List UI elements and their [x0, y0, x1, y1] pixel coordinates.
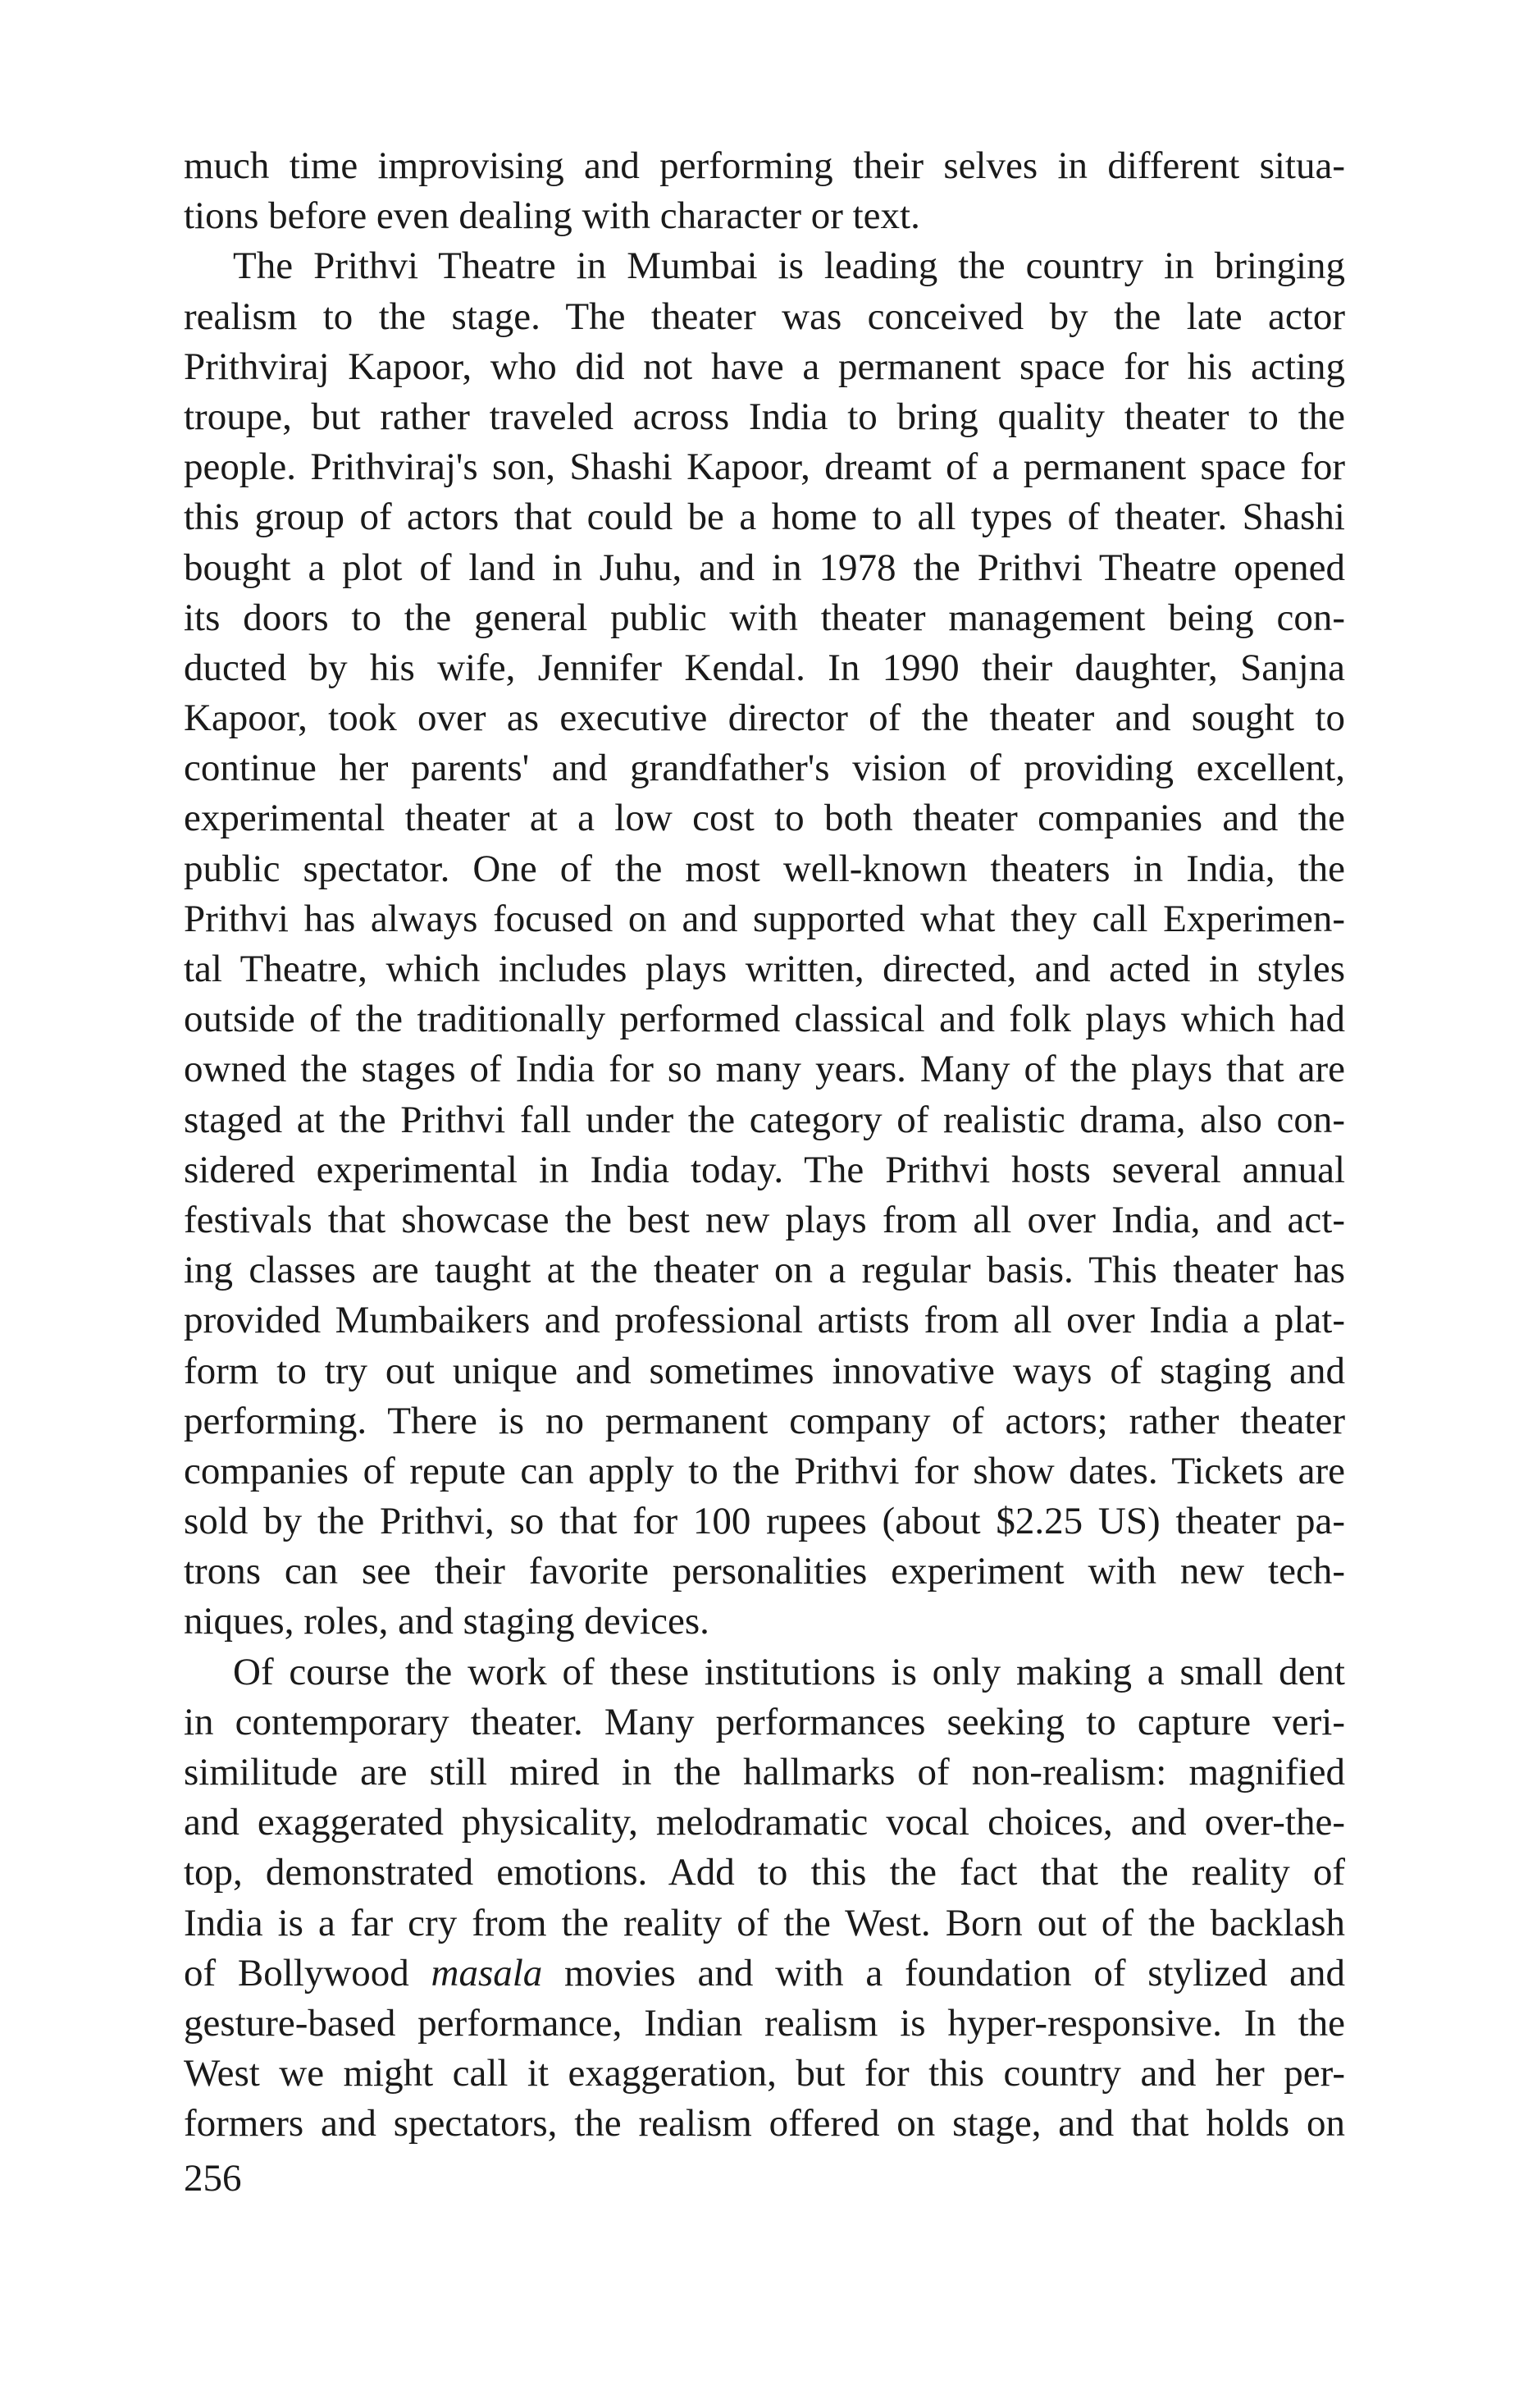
page-number: 256 — [184, 2157, 242, 2200]
text-line: of Bollywood masala movies and with a foundation of stylized and — [184, 1951, 1345, 1994]
text-line: ducted by his wife, Jennifer Kendal. In 1990 their daughter, Sanjna — [184, 646, 1345, 689]
text-line: owned the stages of India for so many years. Many of the plays that are — [184, 1048, 1345, 1091]
text-line: formers and spectators, the realism offered on stage, and that holds on — [184, 2102, 1345, 2145]
text-line: experimental theater at a low cost to both theater companies and the — [184, 797, 1345, 840]
text-line: festivals that showcase the best new plays from all over India, and act- — [184, 1198, 1345, 1241]
text-line: its doors to the general public with theater management being con- — [184, 596, 1345, 639]
text-line: sold by the Prithvi, so that for 100 rupees (about $2.25 US) theater pa- — [184, 1500, 1345, 1543]
text-line: and exaggerated physicality, melodramatic vocal choices, and over-the- — [184, 1801, 1345, 1844]
text-line: realism to the stage. The theater was conceived by the late actor — [184, 295, 1345, 338]
text-line: tal Theatre, which includes plays written, directed, and acted in styles — [184, 948, 1345, 990]
text-line: West we might call it exaggeration, but for this country and her per- — [184, 2052, 1345, 2095]
text-line: ing classes are taught at the theater on a regular basis. This theater has — [184, 1249, 1345, 1292]
text-line: much time improvising and performing their selves in different situa- — [184, 144, 1345, 187]
text-line: sidered experimental in India today. The Prithvi hosts several annual — [184, 1148, 1345, 1191]
text-line: trons can see their favorite personalities experiment with new tech- — [184, 1550, 1345, 1593]
text-line: performing. There is no permanent company of actors; rather theater — [184, 1399, 1345, 1442]
text-line: similitude are still mired in the hallmarks of non-realism: magnified — [184, 1751, 1345, 1793]
text-line: bought a plot of land in Juhu, and in 1978 the Prithvi Theatre opened — [184, 546, 1345, 589]
text-line: people. Prithviraj's son, Shashi Kapoor, dreamt of a permanent space for — [184, 446, 1345, 489]
text-line: continue her parents' and grandfather's vision of providing excellent, — [184, 747, 1345, 790]
text-line: Prithviraj Kapoor, who did not have a permanent space for his acting — [184, 345, 1345, 388]
body-text — [184, 141, 1345, 2150]
text-line: troupe, but rather traveled across India to bring quality theater to the — [184, 395, 1345, 438]
text-line: staged at the Prithvi fall under the category of realistic drama, also con- — [184, 1098, 1345, 1141]
text-line: public spectator. One of the most well-known theaters in India, the — [184, 847, 1345, 890]
text-line: companies of repute can apply to the Prithvi for show dates. Tickets are — [184, 1449, 1345, 1492]
text-line: The Prithvi Theatre in Mumbai is leading the country in bringing — [233, 244, 1345, 288]
text-line: gesture-based performance, Indian realism is hyper-responsive. In the — [184, 2001, 1345, 2045]
text-line: this group of actors that could be a home to all types of theater. Shashi — [184, 496, 1345, 539]
text-line: outside of the traditionally performed classical and folk plays which had — [184, 998, 1345, 1041]
text-line: form to try out unique and sometimes innovative ways of staging and — [184, 1349, 1345, 1392]
text-line: top, demonstrated emotions. Add to this the fact that the reality of — [184, 1851, 1345, 1894]
text-line: provided Mumbaikers and professional artists from all over India a plat- — [184, 1299, 1345, 1342]
text-line: Kapoor, took over as executive director of the theater and sought to — [184, 697, 1345, 740]
text-line: tions before even dealing with character or text. — [184, 194, 920, 238]
text-line: niques, roles, and staging devices. — [184, 1600, 709, 1643]
italic-term: masala — [431, 1951, 543, 1994]
text-line: Prithvi has always focused on and supported what they call Experimen- — [184, 897, 1345, 940]
text-line: in contemporary theater. Many performances seeking to capture veri- — [184, 1700, 1345, 1743]
text-line: India is a far cry from the reality of the West. Born out of the backlash — [184, 1901, 1345, 1944]
text-line: Of course the work of these institutions is only making a small dent — [233, 1650, 1345, 1693]
